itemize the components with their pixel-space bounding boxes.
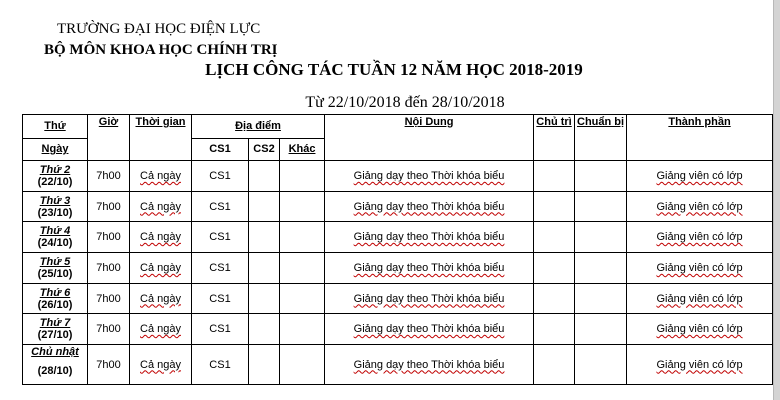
day-cell [23, 253, 88, 284]
time-cell: 7h00 [88, 314, 130, 345]
duration-text: Cả ngày [140, 231, 181, 244]
other-cell [280, 161, 325, 192]
participants-text: Giảng viên có lớp [656, 292, 743, 305]
content-cell [325, 253, 534, 284]
content-text: Giảng dạy theo Thời khóa biểu [353, 200, 505, 213]
table-row [23, 253, 773, 284]
day-date: (26/10) [37, 298, 73, 311]
host-cell [534, 161, 575, 192]
duration-text: Cả ngày [140, 261, 181, 274]
header-thoi-gian: Thời gian [130, 115, 192, 161]
page-title [0, 60, 780, 80]
content-text: Giảng dạy theo Thời khóa biểu [353, 358, 505, 371]
participants-text: Giảng viên có lớp [656, 323, 743, 336]
header-chu-tri: Chủ trì [534, 115, 575, 161]
table-row [23, 191, 773, 222]
duration-text: Cả ngày [140, 323, 181, 336]
table-row [23, 161, 773, 192]
day-cell [23, 222, 88, 253]
cs1-cell: CS1 [192, 161, 249, 192]
cs1-cell: CS1 [192, 283, 249, 314]
participants-cell [627, 161, 773, 192]
day-name: Thứ 7 [39, 317, 71, 330]
duration-text: Cả ngày [140, 200, 181, 213]
content-cell [325, 222, 534, 253]
day-date: (22/10) [37, 175, 73, 188]
host-cell [534, 283, 575, 314]
table-row [23, 314, 773, 345]
participants-cell [627, 283, 773, 314]
table-row [23, 222, 773, 253]
duration-text: Cả ngày [140, 292, 181, 305]
header-ngay: Ngày [23, 138, 88, 161]
prep-cell [575, 191, 627, 222]
participants-text: Giảng viên có lớp [656, 261, 743, 274]
day-date: (24/10) [37, 237, 73, 250]
prep-cell [575, 222, 627, 253]
host-cell [534, 222, 575, 253]
day-name: Thứ 3 [39, 194, 71, 207]
duration-cell [130, 253, 192, 284]
time-cell: 7h00 [88, 161, 130, 192]
prep-cell [575, 283, 627, 314]
schedule-table [22, 114, 773, 385]
content-cell [325, 314, 534, 345]
other-cell [280, 283, 325, 314]
header-khac: Khác [280, 138, 325, 161]
duration-cell [130, 345, 192, 385]
duration-text: Cả ngày [140, 358, 181, 371]
day-name: Thứ 5 [39, 255, 71, 268]
cs2-cell [249, 283, 280, 314]
day-cell [23, 345, 88, 385]
content-cell [325, 161, 534, 192]
time-cell: 7h00 [88, 191, 130, 222]
header-cs2: CS2 [249, 138, 280, 161]
cs2-cell [249, 345, 280, 385]
content-cell [325, 345, 534, 385]
day-name: Thứ 4 [39, 225, 71, 238]
time-cell: 7h00 [88, 222, 130, 253]
table-row [23, 283, 773, 314]
other-cell [280, 222, 325, 253]
header-dia-diem: Địa điểm [192, 115, 325, 139]
day-name: Thứ 2 [39, 163, 71, 176]
time-cell: 7h00 [88, 253, 130, 284]
participants-cell [627, 345, 773, 385]
cs2-cell [249, 191, 280, 222]
participants-cell [627, 314, 773, 345]
other-cell [280, 253, 325, 284]
cs1-cell: CS1 [192, 253, 249, 284]
prep-cell [575, 345, 627, 385]
content-text: Giảng dạy theo Thời khóa biểu [353, 323, 505, 336]
cs1-cell: CS1 [192, 314, 249, 345]
participants-text: Giảng viên có lớp [656, 231, 743, 244]
header-noi-dung: Nội Dung [325, 115, 534, 161]
prep-cell [575, 314, 627, 345]
host-cell [534, 253, 575, 284]
day-cell [23, 283, 88, 314]
duration-text: Cả ngày [140, 169, 181, 182]
time-cell: 7h00 [88, 345, 130, 385]
header-thu: Thứ [23, 115, 88, 139]
host-cell [534, 314, 575, 345]
day-cell [23, 314, 88, 345]
duration-cell [130, 314, 192, 345]
department-name: BỘ MÔN KHOA HỌC CHÍNH TRỊ [44, 42, 278, 58]
header-gio: Giờ [88, 115, 130, 161]
content-cell [325, 191, 534, 222]
date-range [0, 94, 780, 112]
participants-cell [627, 191, 773, 222]
duration-cell [130, 191, 192, 222]
duration-cell [130, 161, 192, 192]
day-date: (23/10) [37, 206, 73, 219]
prep-cell [575, 253, 627, 284]
other-cell [280, 191, 325, 222]
cs1-cell: CS1 [192, 222, 249, 253]
participants-text: Giảng viên có lớp [656, 169, 743, 182]
participants-text: Giảng viên có lớp [656, 200, 743, 213]
duration-cell [130, 283, 192, 314]
content-text: Giảng dạy theo Thời khóa biểu [353, 231, 505, 244]
header-row-1 [23, 115, 773, 139]
content-cell [325, 283, 534, 314]
day-date: (27/10) [37, 329, 73, 342]
other-cell [280, 314, 325, 345]
duration-cell [130, 222, 192, 253]
day-name: Thứ 6 [39, 286, 71, 299]
host-cell [534, 191, 575, 222]
participants-cell [627, 253, 773, 284]
day-date: (28/10) [37, 365, 73, 378]
time-cell: 7h00 [88, 283, 130, 314]
cs1-cell: CS1 [192, 191, 249, 222]
other-cell [280, 345, 325, 385]
page-title-text: LỊCH CÔNG TÁC TUẦN 12 NĂM HỌC 2018-2019 [205, 60, 583, 79]
header-thanh-phan: Thành phần [627, 115, 773, 161]
header-chuan-bi: Chuẩn bị [575, 115, 627, 161]
day-name: Chủ nhật [31, 346, 79, 359]
header-cs1: CS1 [192, 138, 249, 161]
table-row [23, 345, 773, 385]
host-cell [534, 345, 575, 385]
participants-text: Giảng viên có lớp [656, 358, 743, 371]
day-cell [23, 191, 88, 222]
content-text: Giảng dạy theo Thời khóa biểu [353, 169, 505, 182]
date-range-text: Từ 22/10/2018 đến 28/10/2018 [305, 94, 505, 111]
cs1-cell: CS1 [192, 345, 249, 385]
content-text: Giảng dạy theo Thời khóa biểu [353, 292, 505, 305]
cs2-cell [249, 161, 280, 192]
cs2-cell [249, 253, 280, 284]
cs2-cell [249, 314, 280, 345]
day-date: (25/10) [37, 267, 73, 280]
day-cell [23, 161, 88, 192]
cs2-cell [249, 222, 280, 253]
content-text: Giảng dạy theo Thời khóa biểu [353, 261, 505, 274]
prep-cell [575, 161, 627, 192]
university-name: TRƯỜNG ĐẠI HỌC ĐIỆN LỰC [57, 21, 261, 37]
participants-cell [627, 222, 773, 253]
